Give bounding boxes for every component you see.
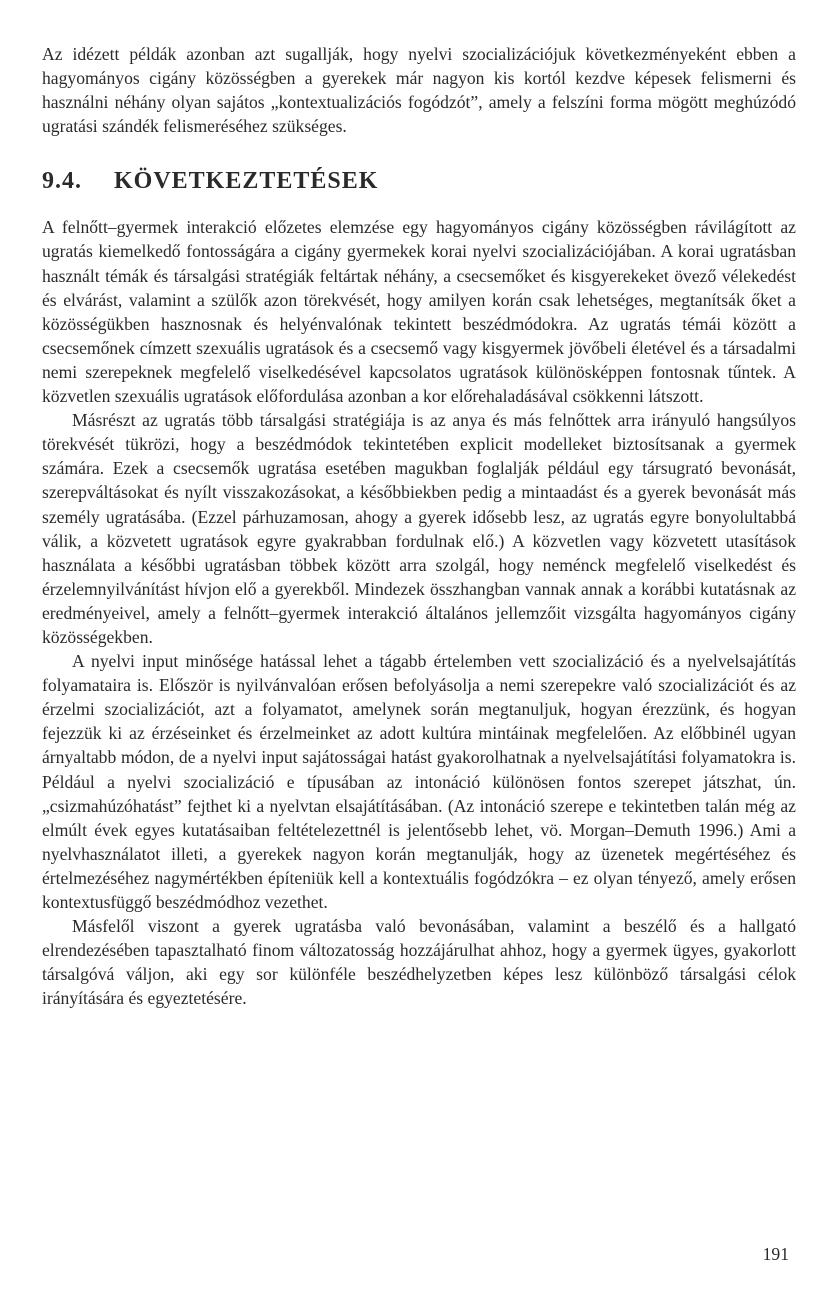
section-number: 9.4. [42, 168, 82, 195]
body-paragraph: Másrészt az ugratás több társalgási stratégiája is az anya és más felnőttek arra irányuló hangsúlyos törekvését tükrözi, hogy a beszédmódok tekintetében explicit modelleket biztosítsanak a gyermek számára. Ezek a csecsemők ugratása esetében magukban foglalják például egy társugrató bevonását, szerepváltásokat és nyílt visszakozásokat, a későbbiekben pedig a mintaadást és a gyerek bevonását más személy ugratásába. (Ezzel párhuzamosan, ahogy a gyerek idősebb lesz, az ugratás egyre bonyolultabbá válik, a közvetett ugratások egyre gyakrabban fordulnak elő.) A közvetlen vagy közvetett utasítások használata a későbbi ugratásban többek között arra szolgál, hogy neménck megfelelő viselkedést és érzelemnyilvánítást hívjon elő a gyerekből. Mindezek összhangban vannak annak a korábbi kutatásnak az eredményeivel, amely a felnőtt–gyermek interakció általános jellemzőit vizsgálta hagyományos cigány közösségekben. [42, 410, 796, 647]
body-paragraph: A felnőtt–gyermek interakció előzetes elemzése egy hagyományos cigány közösségben rávilágított az ugratás kiemelkedő fontosságára a cigány gyermekek korai nyelvi szocializációjában. A korai ugratásban használt témák és társalgási stratégiák feltártak néhány, a csecsemőket és kisgyerekeket övező vélekedést és elvárást, valamint a szülők azon törekvését, hogy amilyen korán csak lehetséges, megtanítsák őket a közösségükben hasznosnak és helyénvalónak tekintett beszédmódokra. Az ugratás témái között a csecsemőnek címzett szexuális ugratások és a csecsemő vagy kisgyermek jövőbeli életével és a társadalmi nemi szerepeknek megfelelő viselkedésével kapcsolatos ugratások különösképpen fontosnak tűntek. A közvetlen szexuális ugratások előfordulása azonban a kor előrehaladásával csökkenni látszott. [42, 217, 796, 407]
section-title: KÖVETKEZTETÉSEK [114, 168, 379, 195]
body-paragraph: Másfelől viszont a gyerek ugratásba való bevonásában, valamint a beszélő és a hallgató elrendezésében tapasztalható finom változatosság hozzájárulhat ahhoz, hogy a gyermek ügyes, gyakorlott társalgóvá váljon, aki egy sor különféle beszédhelyzetben képes lesz különböző társalgási célok irányítására és egyeztetésére. [42, 916, 796, 1009]
page-number: 191 [762, 1244, 789, 1264]
body-paragraph: A nyelvi input minősége hatással lehet a tágabb értelemben vett szocializáció és a nyelvelsajátítás folyamataira is. Először is nyilvánvalóan erősen befolyásolja a nemi szerepekre való szocializációt és az érzelmi szocializációt, azt a folyamatot, amelynek során megtanuljuk, hogyan érezzünk, és hogyan fejezzük ki az érzéseinket és érzelmeinket az adott kultúra mintáinak megfelelően. Az előbbinél ugyan árnyaltabb módon, de a nyelvi input sajátosságai hatást gyakorolhatnak a nyelvelsajátítási folyamatokra is. Például a nyelvi szocializáció e típusában az intonáció különösen fontos szerepet játszhat, ún. „csizmahúzóhatást” fejthet ki a nyelvtan elsajátításában. (Az intonáció szerepe e tekintetben talán még az elmúlt évek egyes kutatásaiban feltételezettnél is jelentősebb lehet, vö. Morgan–Demuth 1996.) Ami a nyelvhasználatot illeti, a gyerekek nagyon korán megtanulják, hogy az üzenetek megértéséhez és értelmezéséhez nagymértékben építeniük kell a kontextuális fogódzókra – ez olyan tényező, amely erősen kontextusfüggő beszédmódhoz vezethet. [42, 651, 796, 912]
page-body [42, 42, 796, 1010]
intro-paragraph: Az idézett példák azonban azt sugallják, hogy nyelvi szocializációjuk következményeként ebben a hagyományos cigány közösségben a gyerekek már nagyon kis kortól kezdve képesek felismerni és használni néhány olyan sajátos „kontextualizációs fogódzót”, amely a felszíni forma mögött meghúzódó ugratási szándék felismeréséhez szükséges. [42, 44, 796, 137]
section-heading [42, 168, 796, 195]
